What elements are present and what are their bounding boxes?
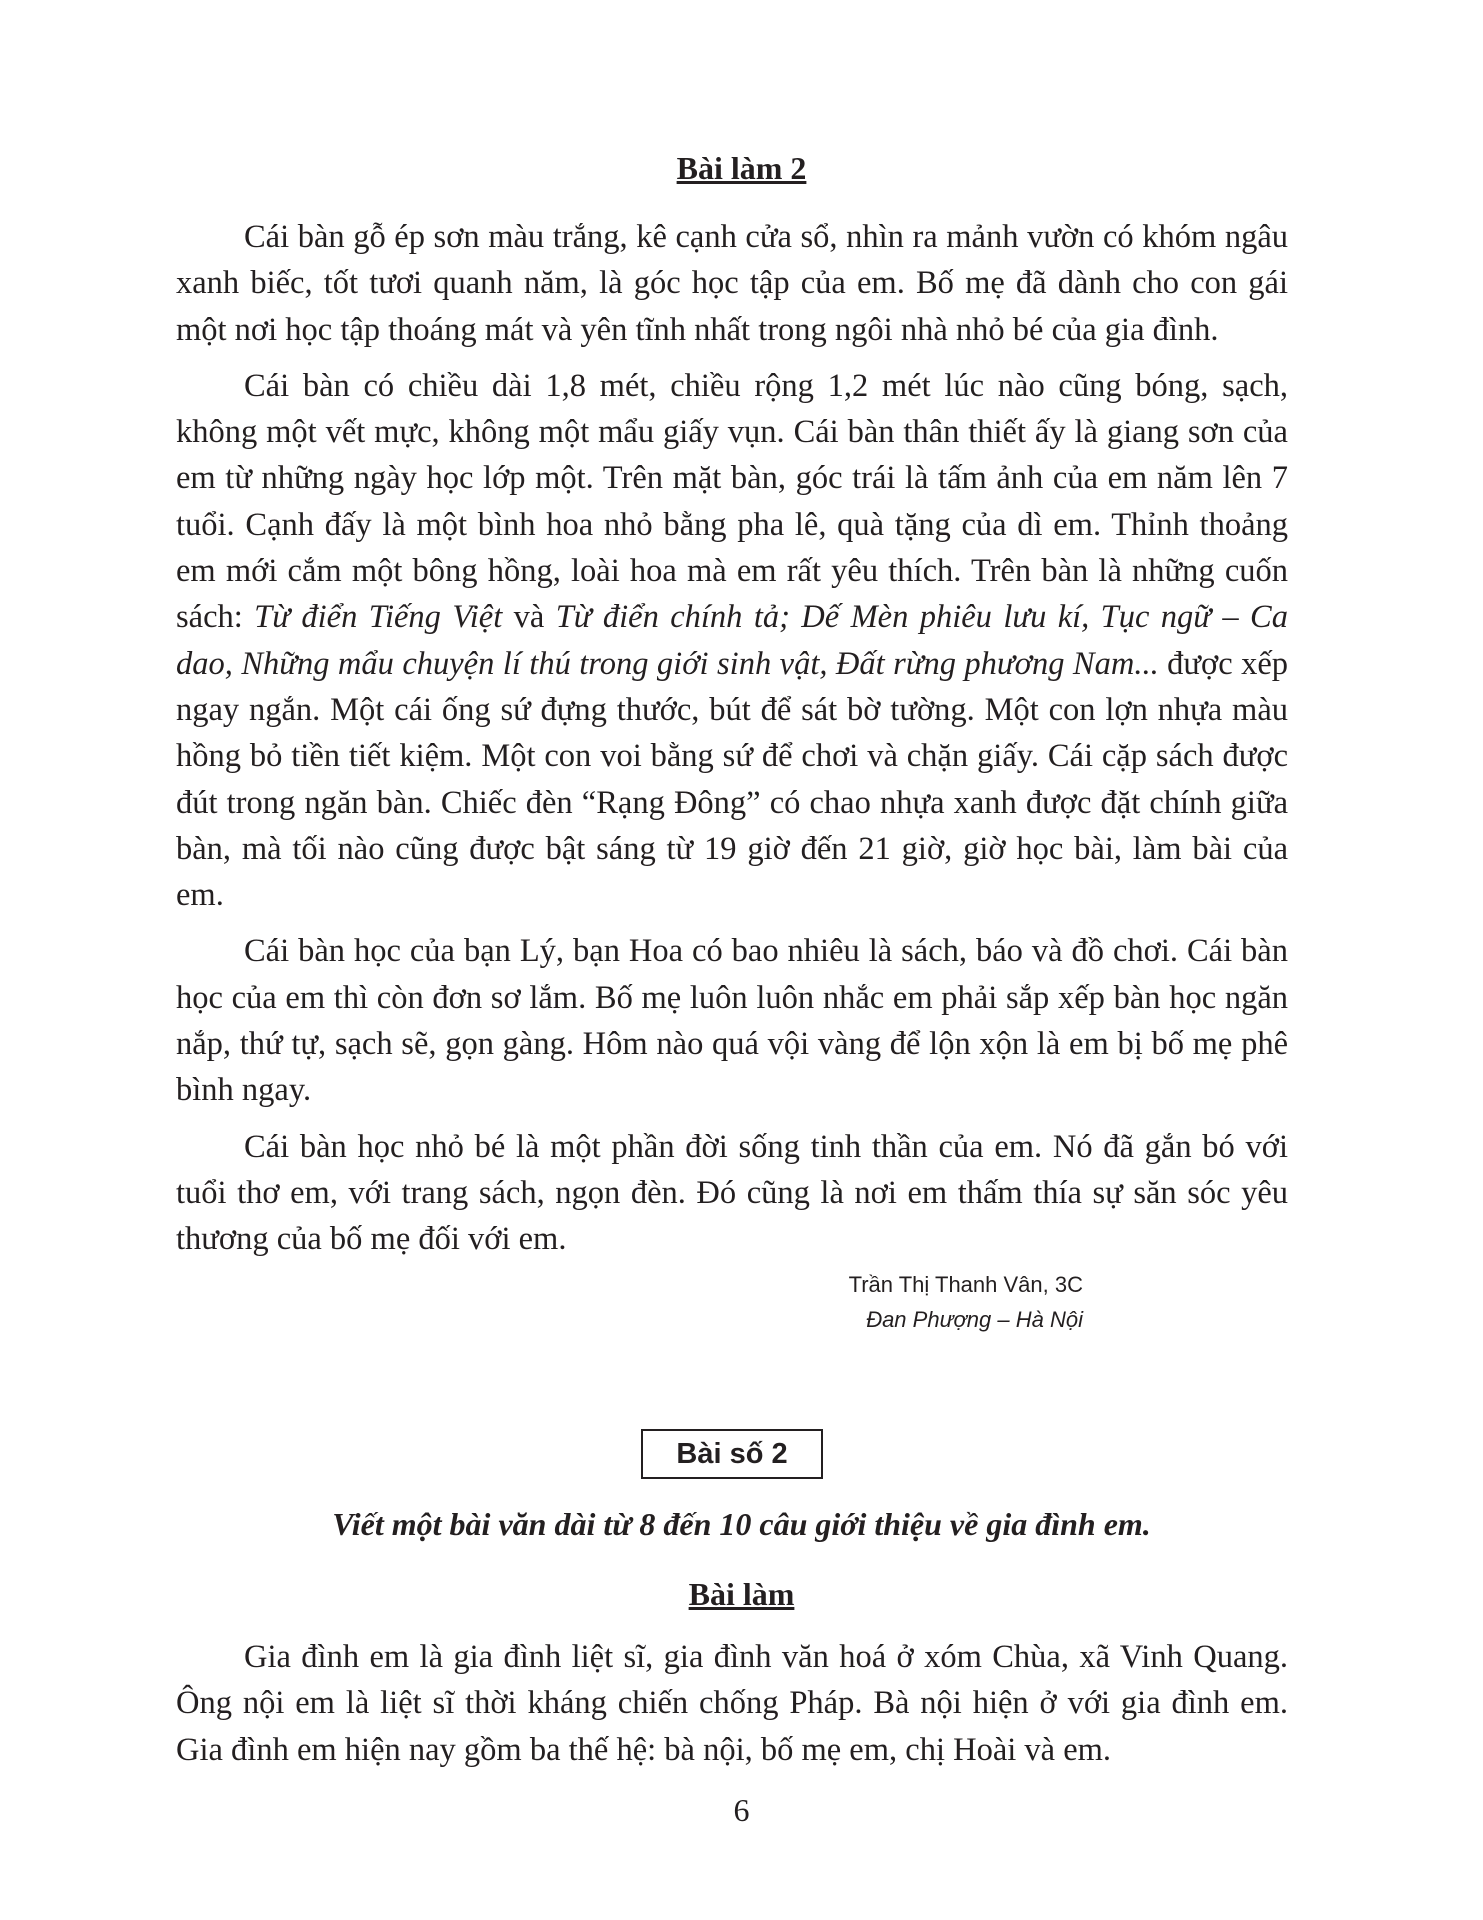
exercise-prompt: Viết một bài văn dài từ 8 đến 10 câu giới thiệu về gia đình em. bbox=[332, 1506, 1151, 1542]
essay-paragraph bbox=[176, 1634, 1288, 1773]
essay-paragraph bbox=[176, 214, 1288, 353]
text-run: và bbox=[502, 599, 556, 636]
italic-text-run: Từ điển Tiếng Việt bbox=[254, 599, 503, 636]
text-run: Cái bàn gỗ ép sơn màu trắng, kê cạnh cửa sổ, nhìn ra mảnh vườn có khóm ngâu xanh biếc, tốt tươi quanh năm, là góc học tập của em. Bố mẹ đã dành cho con gái một nơi học tập thoáng mát và yên tĩnh nhất trong ngôi nhà nhỏ bé của gia đình. bbox=[176, 219, 1288, 348]
essay-heading-1: Bài làm 2 bbox=[676, 150, 807, 186]
page-number: 6 bbox=[733, 1792, 750, 1828]
italic-text-run: Từ điển chính tả; Dế Mèn phiêu lưu kí, Tục ngữ – Ca dao, Những mẩu chuyện lí thú trong giới sinh vật, Đất rừng phương Nam... bbox=[176, 599, 1288, 682]
text-run: Cái bàn học của bạn Lý, bạn Hoa có bao nhiêu là sách, báo và đồ chơi. Cái bàn học của em thì còn đơn sơ lắm. Bố mẹ luôn luôn nhắc em phải sắp xếp bàn học ngăn nắp, thứ tự, sạch sẽ, gọn gàng. Hôm nào quá vội vàng để lộn xộn là em bị bố mẹ phê bình ngay. bbox=[176, 933, 1288, 1109]
essay-paragraph bbox=[176, 363, 1288, 919]
author-location: Đan Phượng – Hà Nội bbox=[866, 1307, 1083, 1332]
text-run: Cái bàn học nhỏ bé là một phần đời sống tinh thần của em. Nó đã gắn bó với tuổi thơ em, với trang sách, ngọn đèn. Đó cũng là nơi em thấm thía sự săn sóc yêu thương của bố mẹ đối với em. bbox=[176, 1128, 1288, 1258]
essay-body-2 bbox=[176, 1634, 1288, 1783]
exercise-label-box bbox=[641, 1429, 823, 1479]
essay-paragraph bbox=[176, 1124, 1288, 1263]
author-name: Trần Thị Thanh Vân, 3C bbox=[848, 1272, 1083, 1297]
text-run: Cái bàn có chiều dài 1,8 mét, chiều rộng 1,2 mét lúc nào cũng bóng, sạch, không một vết mực, không một mẩu giấy vụn. Cái bàn thân thiết ấy là giang sơn của em từ những ngày học lớp một. Trên mặt bàn, góc trái là tấm ảnh của em năm lên 7 tuổi. Cạnh đấy là một bình hoa nhỏ bằng pha lê, quà tặng của dì em. Thỉnh thoảng em mới cắm một bông hồng, loài hoa mà em rất yêu thích. Trên bàn là những cuốn sách: bbox=[176, 367, 1288, 636]
text-run: được xếp ngay ngắn. Một cái ống sứ đựng thước, bút để sát bờ tường. Một con lợn nhựa màu hồng bỏ tiền tiết kiệm. Một con voi bằng sứ để chơi và chặn giấy. Cái cặp sách được đút trong ngăn bàn. Chiếc đèn “Rạng Đông” có chao nhựa xanh được đặt chính giữa bàn, mà tối nào cũng được bật sáng từ 19 giờ đến 21 giờ, giờ học bài, làm bài của em. bbox=[176, 645, 1288, 914]
exercise-label: Bài số 2 bbox=[676, 1437, 788, 1470]
essay-body-1 bbox=[176, 214, 1288, 1273]
author-signature bbox=[849, 1272, 1083, 1333]
essay-heading-2: Bài làm bbox=[688, 1576, 795, 1612]
essay-paragraph bbox=[176, 928, 1288, 1113]
text-run: Gia đình em là gia đình liệt sĩ, gia đình văn hoá ở xóm Chùa, xã Vinh Quang. Ông nội em là liệt sĩ thời kháng chiến chống Pháp. Bà nội hiện ở với gia đình em. Gia đình em hiện nay gồm ba thế hệ: bà nội, bố mẹ em, chị Hoài và em. bbox=[176, 1639, 1288, 1768]
